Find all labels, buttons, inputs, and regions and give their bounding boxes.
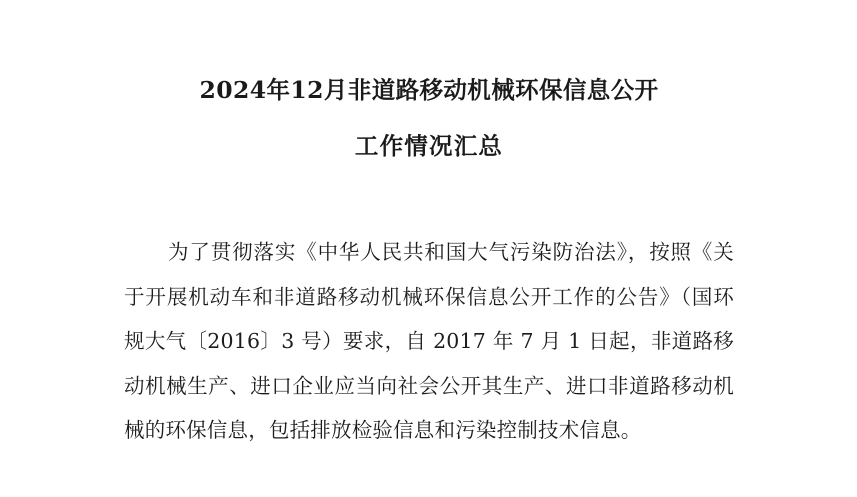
title-line-2: 工作情况汇总 (354, 132, 504, 160)
document-paragraphs (124, 230, 734, 453)
document-title (124, 0, 734, 174)
title-line-1: 2024年12月非道路移动机械环保信息公开 (199, 76, 659, 104)
paragraph-1: 为了贯彻落实《中华人民共和国大气污染防治法》，按照《关于开展机动车和非道路移动机械环保信息公开工作的公告》（国环规大气〔2016〕3 号）要求，自 2017 年 7 月 1 日起，非道路移动机械生产、进口企业应当向社会公开其生产、进口非道路移动机械的环保信息，包括排放检验信息和污染控制技术信息。 (124, 240, 734, 442)
document-content (124, 0, 734, 473)
